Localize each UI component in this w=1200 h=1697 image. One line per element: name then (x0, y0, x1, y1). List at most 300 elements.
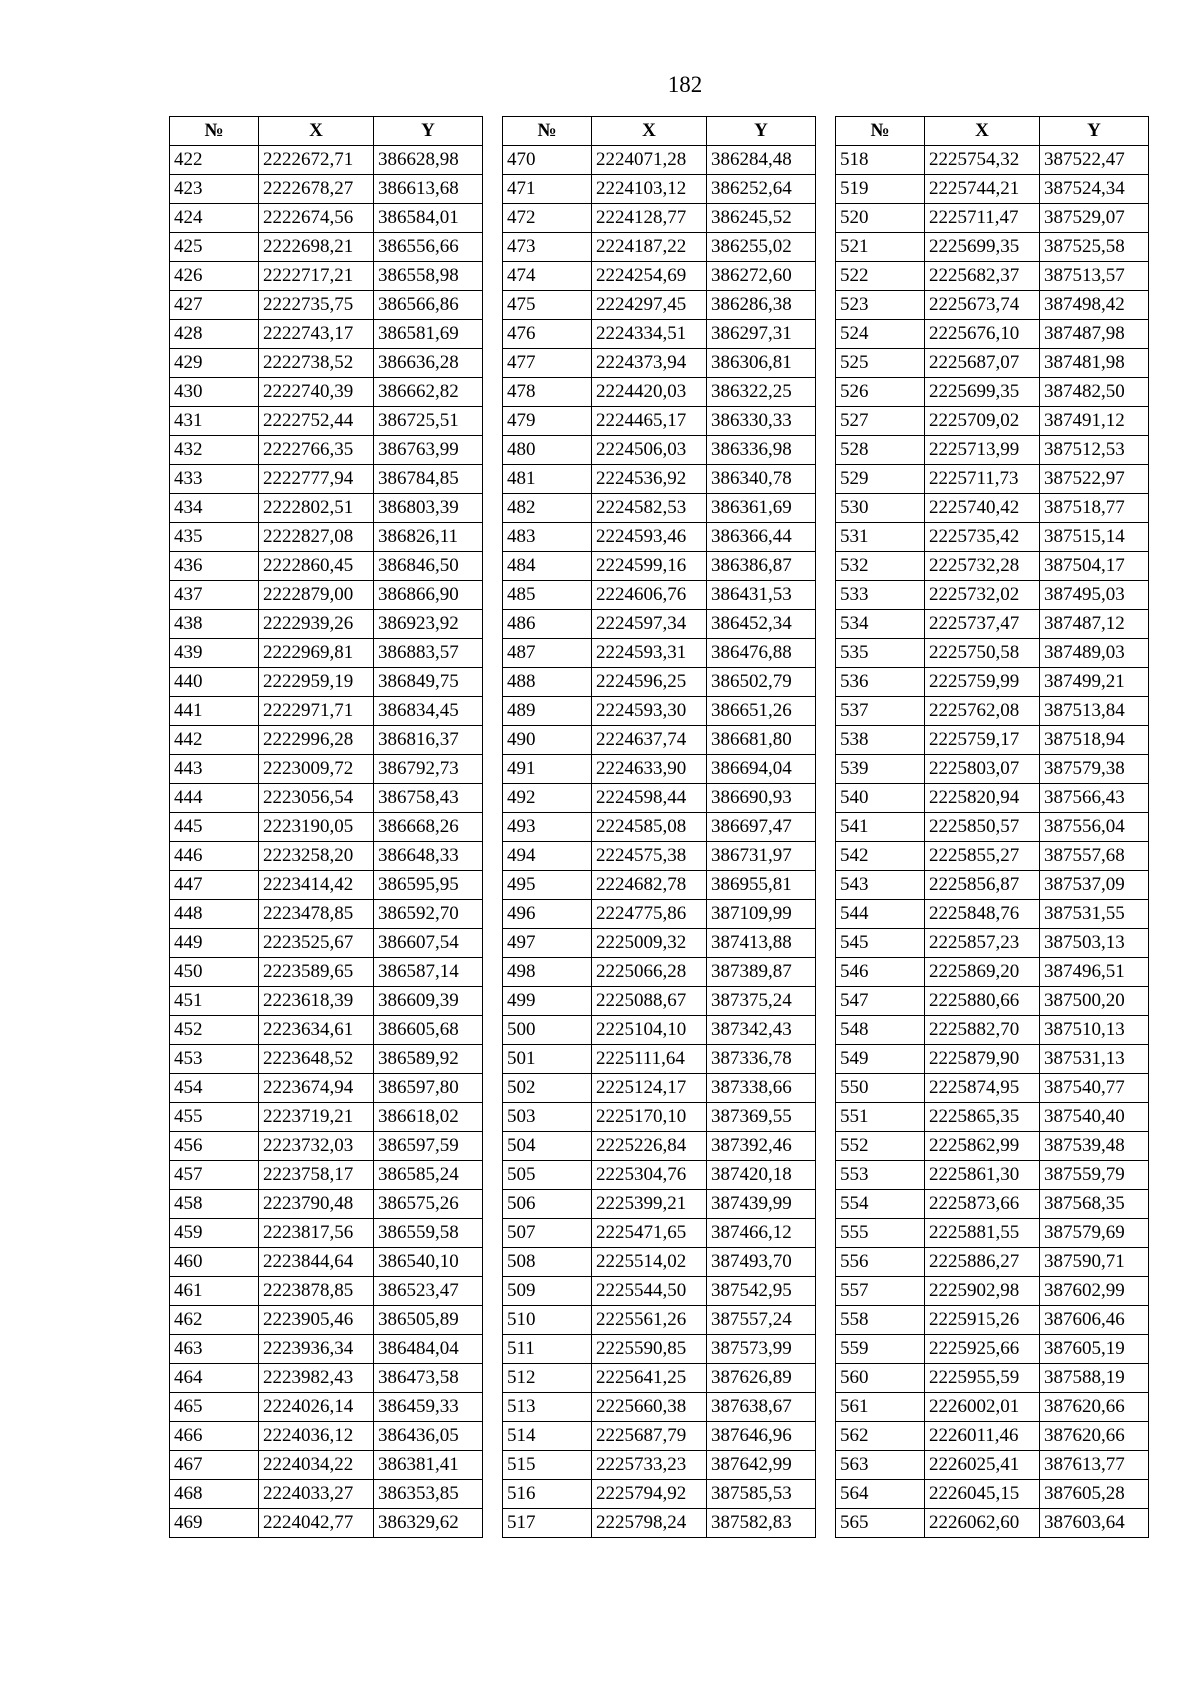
table-row (503, 842, 816, 871)
cell-x: 2224373,94 (592, 349, 707, 378)
cell-number: 504 (503, 1132, 592, 1161)
cell-y: 387466,12 (707, 1219, 816, 1248)
cell-x: 2224596,25 (592, 668, 707, 697)
cell-number: 510 (503, 1306, 592, 1335)
cell-y: 386613,68 (374, 175, 483, 204)
cell-y: 387540,77 (1040, 1074, 1149, 1103)
cell-number: 502 (503, 1074, 592, 1103)
cell-y: 387579,69 (1040, 1219, 1149, 1248)
cell-number: 462 (170, 1306, 259, 1335)
cell-y: 386284,48 (707, 146, 816, 175)
cell-number: 431 (170, 407, 259, 436)
cell-x: 2226062,60 (925, 1509, 1040, 1538)
table-row (170, 1277, 483, 1306)
table-row (836, 1306, 1149, 1335)
cell-x: 2224593,46 (592, 523, 707, 552)
table-row (170, 349, 483, 378)
cell-x: 2222698,21 (259, 233, 374, 262)
cell-x: 2225590,85 (592, 1335, 707, 1364)
table-row (503, 1074, 816, 1103)
table-row (836, 958, 1149, 987)
cell-x: 2224026,14 (259, 1393, 374, 1422)
table-row (170, 378, 483, 407)
cell-x: 2225687,79 (592, 1422, 707, 1451)
cell-x: 2224465,17 (592, 407, 707, 436)
table-row (503, 204, 816, 233)
table-row (836, 581, 1149, 610)
cell-y: 386366,44 (707, 523, 816, 552)
cell-number: 500 (503, 1016, 592, 1045)
table-row (836, 1161, 1149, 1190)
cell-y: 386607,54 (374, 929, 483, 958)
cell-x: 2224536,92 (592, 465, 707, 494)
cell-y: 387605,19 (1040, 1335, 1149, 1364)
cell-y: 387540,40 (1040, 1103, 1149, 1132)
cell-number: 544 (836, 900, 925, 929)
cell-number: 437 (170, 581, 259, 610)
coordinates-table (169, 116, 483, 1538)
cell-x: 2222674,56 (259, 204, 374, 233)
cell-number: 520 (836, 204, 925, 233)
cell-y: 386575,26 (374, 1190, 483, 1219)
cell-number: 499 (503, 987, 592, 1016)
cell-x: 2224593,30 (592, 697, 707, 726)
cell-y: 386597,80 (374, 1074, 483, 1103)
cell-x: 2224187,22 (592, 233, 707, 262)
cell-number: 507 (503, 1219, 592, 1248)
table-row (170, 262, 483, 291)
cell-y: 386589,92 (374, 1045, 483, 1074)
table-row (170, 697, 483, 726)
cell-number: 501 (503, 1045, 592, 1074)
table-row (503, 958, 816, 987)
cell-y: 387642,99 (707, 1451, 816, 1480)
cell-x: 2224420,03 (592, 378, 707, 407)
table-row (836, 784, 1149, 813)
cell-y: 387513,84 (1040, 697, 1149, 726)
cell-x: 2223817,56 (259, 1219, 374, 1248)
table-row (503, 1422, 816, 1451)
table-row (503, 1509, 816, 1538)
table-row (836, 523, 1149, 552)
cell-y: 386559,58 (374, 1219, 483, 1248)
table-row (503, 871, 816, 900)
cell-x: 2225733,23 (592, 1451, 707, 1480)
cell-number: 513 (503, 1393, 592, 1422)
cell-number: 477 (503, 349, 592, 378)
cell-x: 2222752,44 (259, 407, 374, 436)
cell-number: 467 (170, 1451, 259, 1480)
table-row (836, 436, 1149, 465)
cell-number: 494 (503, 842, 592, 871)
cell-number: 480 (503, 436, 592, 465)
table-row (503, 320, 816, 349)
cell-number: 493 (503, 813, 592, 842)
table-row (836, 465, 1149, 494)
table-row (170, 842, 483, 871)
cell-y: 386297,31 (707, 320, 816, 349)
cell-number: 469 (170, 1509, 259, 1538)
cell-y: 387369,55 (707, 1103, 816, 1132)
cell-x: 2224034,22 (259, 1451, 374, 1480)
cell-x: 2225902,98 (925, 1277, 1040, 1306)
table-row (170, 784, 483, 813)
table-row (170, 726, 483, 755)
cell-x: 2224682,78 (592, 871, 707, 900)
table-row (503, 610, 816, 639)
cell-x: 2223258,20 (259, 842, 374, 871)
cell-x: 2225925,66 (925, 1335, 1040, 1364)
table-row (170, 1306, 483, 1335)
table-row (170, 668, 483, 697)
cell-number: 490 (503, 726, 592, 755)
cell-number: 457 (170, 1161, 259, 1190)
cell-number: 479 (503, 407, 592, 436)
table-row (503, 929, 816, 958)
cell-number: 555 (836, 1219, 925, 1248)
cell-x: 2223790,48 (259, 1190, 374, 1219)
cell-x: 2225874,95 (925, 1074, 1040, 1103)
header-y: Y (707, 117, 816, 146)
cell-y: 386816,37 (374, 726, 483, 755)
table-row (170, 175, 483, 204)
cell-y: 387512,53 (1040, 436, 1149, 465)
table-row (503, 987, 816, 1016)
cell-number: 442 (170, 726, 259, 755)
cell-x: 2225880,66 (925, 987, 1040, 1016)
cell-y: 386581,69 (374, 320, 483, 349)
cell-y: 387588,19 (1040, 1364, 1149, 1393)
table-row (836, 1277, 1149, 1306)
cell-number: 527 (836, 407, 925, 436)
cell-number: 531 (836, 523, 925, 552)
cell-y: 386648,33 (374, 842, 483, 871)
cell-x: 2224254,69 (592, 262, 707, 291)
cell-number: 529 (836, 465, 925, 494)
table-row (170, 523, 483, 552)
header-row (836, 117, 1149, 146)
cell-y: 387489,03 (1040, 639, 1149, 668)
table-row (503, 1045, 816, 1074)
cell-number: 460 (170, 1248, 259, 1277)
cell-x: 2225794,92 (592, 1480, 707, 1509)
cell-y: 386636,28 (374, 349, 483, 378)
cell-y: 387529,07 (1040, 204, 1149, 233)
cell-x: 2225226,84 (592, 1132, 707, 1161)
cell-x: 2225735,42 (925, 523, 1040, 552)
cell-number: 541 (836, 813, 925, 842)
cell-number: 489 (503, 697, 592, 726)
cell-y: 386386,87 (707, 552, 816, 581)
table-row (836, 1103, 1149, 1132)
cell-x: 2223905,46 (259, 1306, 374, 1335)
table-row (503, 523, 816, 552)
cell-number: 556 (836, 1248, 925, 1277)
cell-number: 458 (170, 1190, 259, 1219)
cell-y: 387568,35 (1040, 1190, 1149, 1219)
cell-x: 2224598,44 (592, 784, 707, 813)
cell-x: 2225111,64 (592, 1045, 707, 1074)
cell-y: 386336,98 (707, 436, 816, 465)
cell-y: 386803,39 (374, 494, 483, 523)
table-row (836, 842, 1149, 871)
cell-y: 387338,66 (707, 1074, 816, 1103)
cell-y: 386245,52 (707, 204, 816, 233)
cell-x: 2222672,71 (259, 146, 374, 175)
table-row (170, 1509, 483, 1538)
cell-number: 464 (170, 1364, 259, 1393)
cell-number: 524 (836, 320, 925, 349)
table-row (170, 1219, 483, 1248)
cell-y: 387496,51 (1040, 958, 1149, 987)
cell-y: 386361,69 (707, 494, 816, 523)
table-row (170, 1074, 483, 1103)
table-row (170, 1190, 483, 1219)
cell-y: 387539,48 (1040, 1132, 1149, 1161)
cell-x: 2222678,27 (259, 175, 374, 204)
cell-number: 560 (836, 1364, 925, 1393)
cell-y: 386330,33 (707, 407, 816, 436)
cell-number: 454 (170, 1074, 259, 1103)
cell-x: 2224582,53 (592, 494, 707, 523)
cell-number: 516 (503, 1480, 592, 1509)
cell-y: 387504,17 (1040, 552, 1149, 581)
cell-x: 2225713,99 (925, 436, 1040, 465)
cell-number: 468 (170, 1480, 259, 1509)
table-row (503, 1219, 816, 1248)
cell-x: 2225955,59 (925, 1364, 1040, 1393)
cell-x: 2225561,26 (592, 1306, 707, 1335)
cell-y: 386923,92 (374, 610, 483, 639)
cell-y: 387487,12 (1040, 610, 1149, 639)
table-row (503, 378, 816, 407)
table-row (836, 929, 1149, 958)
cell-y: 387606,46 (1040, 1306, 1149, 1335)
table-row (170, 1016, 483, 1045)
table-row (836, 668, 1149, 697)
table-row (503, 1132, 816, 1161)
cell-number: 492 (503, 784, 592, 813)
table-row (503, 1103, 816, 1132)
cell-number: 436 (170, 552, 259, 581)
cell-number: 486 (503, 610, 592, 639)
cell-y: 387620,66 (1040, 1422, 1149, 1451)
cell-y: 387109,99 (707, 900, 816, 929)
cell-x: 2225820,94 (925, 784, 1040, 813)
cell-x: 2223648,52 (259, 1045, 374, 1074)
cell-number: 472 (503, 204, 592, 233)
cell-x: 2223190,05 (259, 813, 374, 842)
table-row (503, 1161, 816, 1190)
table-row (503, 668, 816, 697)
header-x: X (592, 117, 707, 146)
table-row (170, 465, 483, 494)
cell-x: 2222802,51 (259, 494, 374, 523)
table-row (170, 1045, 483, 1074)
cell-x: 2224128,77 (592, 204, 707, 233)
table-row (836, 1219, 1149, 1248)
table-row (836, 1248, 1149, 1277)
cell-y: 387557,24 (707, 1306, 816, 1335)
cell-number: 523 (836, 291, 925, 320)
cell-x: 2222860,45 (259, 552, 374, 581)
cell-number: 450 (170, 958, 259, 987)
table-row (170, 987, 483, 1016)
cell-x: 2224593,31 (592, 639, 707, 668)
table-row (170, 1132, 483, 1161)
cell-x: 2224585,08 (592, 813, 707, 842)
table-row (836, 291, 1149, 320)
cell-y: 387522,47 (1040, 146, 1149, 175)
cell-x: 2225009,32 (592, 929, 707, 958)
coordinates-table (502, 116, 816, 1538)
cell-y: 387392,46 (707, 1132, 816, 1161)
cell-y: 387487,98 (1040, 320, 1149, 349)
cell-y: 387590,71 (1040, 1248, 1149, 1277)
cell-number: 484 (503, 552, 592, 581)
cell-y: 386834,45 (374, 697, 483, 726)
cell-number: 506 (503, 1190, 592, 1219)
cell-y: 387336,78 (707, 1045, 816, 1074)
cell-y: 386584,01 (374, 204, 483, 233)
table-row (836, 697, 1149, 726)
cell-y: 386681,80 (707, 726, 816, 755)
cell-x: 2224033,27 (259, 1480, 374, 1509)
cell-y: 387573,99 (707, 1335, 816, 1364)
cell-x: 2225673,74 (925, 291, 1040, 320)
cell-y: 387522,97 (1040, 465, 1149, 494)
cell-x: 2225857,23 (925, 929, 1040, 958)
table-row (503, 1364, 816, 1393)
table-row (836, 1364, 1149, 1393)
cell-x: 2224575,38 (592, 842, 707, 871)
cell-y: 386690,93 (707, 784, 816, 813)
cell-y: 386587,14 (374, 958, 483, 987)
cell-x: 2225850,57 (925, 813, 1040, 842)
cell-y: 387613,77 (1040, 1451, 1149, 1480)
cell-x: 2225399,21 (592, 1190, 707, 1219)
cell-x: 2225711,47 (925, 204, 1040, 233)
table-row (170, 929, 483, 958)
cell-x: 2222996,28 (259, 726, 374, 755)
cell-number: 525 (836, 349, 925, 378)
table-row (836, 175, 1149, 204)
cell-x: 2224637,74 (592, 726, 707, 755)
cell-number: 532 (836, 552, 925, 581)
table-row (836, 900, 1149, 929)
cell-y: 386763,99 (374, 436, 483, 465)
cell-y: 386502,79 (707, 668, 816, 697)
cell-number: 509 (503, 1277, 592, 1306)
table-row (503, 1190, 816, 1219)
cell-y: 387602,99 (1040, 1277, 1149, 1306)
cell-y: 386694,04 (707, 755, 816, 784)
cell-y: 387481,98 (1040, 349, 1149, 378)
table-row (503, 1451, 816, 1480)
cell-x: 2225754,32 (925, 146, 1040, 175)
cell-y: 386846,50 (374, 552, 483, 581)
cell-y: 387556,04 (1040, 813, 1149, 842)
table-row (503, 436, 816, 465)
cell-number: 508 (503, 1248, 592, 1277)
cell-x: 2224606,76 (592, 581, 707, 610)
cell-number: 448 (170, 900, 259, 929)
cell-x: 2225862,99 (925, 1132, 1040, 1161)
cell-x: 2225732,28 (925, 552, 1040, 581)
table-row (170, 233, 483, 262)
table-row (836, 320, 1149, 349)
table-row (170, 755, 483, 784)
cell-number: 554 (836, 1190, 925, 1219)
cell-x: 2224334,51 (592, 320, 707, 349)
cell-number: 432 (170, 436, 259, 465)
cell-y: 386306,81 (707, 349, 816, 378)
table-row (170, 1103, 483, 1132)
table-row (503, 697, 816, 726)
table-row (836, 378, 1149, 407)
cell-x: 2224042,77 (259, 1509, 374, 1538)
cell-x: 2226002,01 (925, 1393, 1040, 1422)
cell-x: 2225759,99 (925, 668, 1040, 697)
cell-x: 2225709,02 (925, 407, 1040, 436)
cell-x: 2225744,21 (925, 175, 1040, 204)
cell-number: 512 (503, 1364, 592, 1393)
coordinates-table (835, 116, 1149, 1538)
cell-y: 386431,53 (707, 581, 816, 610)
cell-number: 447 (170, 871, 259, 900)
cell-number: 439 (170, 639, 259, 668)
cell-y: 387510,13 (1040, 1016, 1149, 1045)
cell-x: 2225798,24 (592, 1509, 707, 1538)
cell-x: 2222738,52 (259, 349, 374, 378)
cell-x: 2222969,81 (259, 639, 374, 668)
cell-x: 2223414,42 (259, 871, 374, 900)
cell-number: 545 (836, 929, 925, 958)
cell-y: 386758,43 (374, 784, 483, 813)
table-row (836, 146, 1149, 175)
cell-number: 444 (170, 784, 259, 813)
cell-x: 2222827,08 (259, 523, 374, 552)
cell-y: 386697,47 (707, 813, 816, 842)
table-row (836, 233, 1149, 262)
cell-y: 387499,21 (1040, 668, 1149, 697)
cell-number: 429 (170, 349, 259, 378)
cell-y: 386484,04 (374, 1335, 483, 1364)
cell-number: 428 (170, 320, 259, 349)
table-row (836, 1045, 1149, 1074)
table-row (170, 204, 483, 233)
table-row (503, 813, 816, 842)
table-row (503, 494, 816, 523)
cell-y: 387537,09 (1040, 871, 1149, 900)
cell-number: 461 (170, 1277, 259, 1306)
cell-number: 534 (836, 610, 925, 639)
cell-number: 496 (503, 900, 592, 929)
cell-y: 386322,25 (707, 378, 816, 407)
cell-number: 521 (836, 233, 925, 262)
table-row (170, 1451, 483, 1480)
cell-number: 557 (836, 1277, 925, 1306)
cell-y: 386725,51 (374, 407, 483, 436)
table-row (503, 552, 816, 581)
coordinates-table-2 (502, 116, 816, 1538)
table-row (836, 349, 1149, 378)
cell-y: 386272,60 (707, 262, 816, 291)
cell-x: 2225881,55 (925, 1219, 1040, 1248)
cell-y: 387603,64 (1040, 1509, 1149, 1538)
table-row (170, 958, 483, 987)
cell-x: 2225699,35 (925, 233, 1040, 262)
